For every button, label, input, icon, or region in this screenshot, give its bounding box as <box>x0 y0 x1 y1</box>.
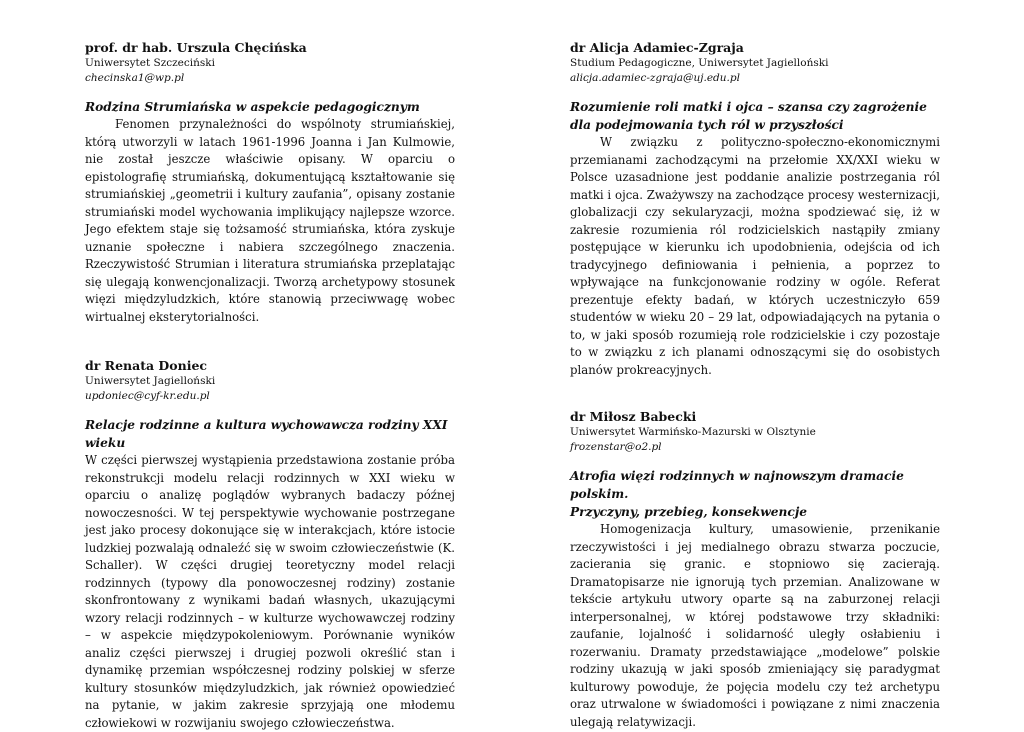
author-email: alicja.adamiec-zgraja@uj.edu.pl <box>570 72 740 84</box>
author-name: dr Miłosz Babecki <box>570 409 697 424</box>
author-email: frozenstar@o2.pl <box>570 441 662 453</box>
abstract-title <box>570 467 940 521</box>
abstract-text: Fenomen przynależności do wspólnoty strumiańskiej, którą utworzyli w latach 1961-1996 Joanna i Jan Kulmowie, nie został jeszcze właściwie opisany. W oparciu o epistolografię strumiańską, dokumentującą kształtowanie się strumiańskiej „geometrii i kultury zaufania”, opisany zostanie strumiański model wychowania implikujący najlepsze wzorce. Jego efektem staje się tożsamość strumiańska, która zyskuje uznanie społeczne i nabiera szczególnego znaczenia. Rzeczywistość Strumian i literatura strumiańska przeplatając się ulegają konwencjonalizacji. Tworzą archetypowy stosunek więzi międzyludzkich, które stanowią przeciwwagę wobec wirtualnej eksterytorialności. <box>85 117 455 324</box>
abstract-entry <box>85 40 455 326</box>
abstract-title: Relacje rodzinne a kultura wychowawcza rodziny XXI wieku <box>85 418 448 450</box>
abstract-title: Rodzina Strumiańska w aspekcie pedagogicznym <box>85 100 420 114</box>
abstract-title-line: Rozumienie roli matki i ojca – szansa czy zagrożenie <box>570 100 927 114</box>
abstract-text: W związku z polityczno-społeczno-ekonomicznymi przemianami zachodzącymi na przełomie XX/XXI wieku w Polsce uzasadnione jest poddanie analizie postrzegania ról matki i ojca. Zważywszy na zachodzące procesy westernizacji, globalizacji czy sekularyzacji, można spodziewać się, iż w zakresie rozumienia ról rodzicielskich nastąpiły zmiany postępujące w kierunku ich upodobnienia, odejścia od ich tradycyjnego definiowania i pełnienia, a poprzez to wpływające na funkcjonowanie rodziny w ogóle. Referat prezentuje efekty badań, w których uczestniczyło 659 studentów w wieku 20 – 29 lat, odpowiadających na pytania o to, w jaki sposób rozumieją role rodzicielskie i czy pozostaje to w związku z ich planami odnoszącymi się do osobistych planów prokreacyjnych. <box>570 135 940 377</box>
author-affiliation: Uniwersytet Warmińsko-Mazurski w Olsztynie <box>570 426 816 438</box>
abstract-title-line: dla podejmowania tych ról w przyszłości <box>570 118 844 132</box>
abstract-entry <box>570 409 940 731</box>
author-name: dr Alicja Adamiec-Zgraja <box>570 40 744 55</box>
author-email: checinska1@wp.pl <box>85 72 185 84</box>
section-spacer <box>85 326 455 348</box>
abstract-text: W części pierwszej wystąpienia przedstawiona zostanie próba rekonstrukcji modelu relacji rodzinnych w XXI wieku w oparciu o analizę poglądów wybranych badaczy późnej nowoczesności. W tej perspektywie wychowanie postrzegane jest jako procesy dokonujące się w interakcjach, które istocie ludzkiej pozwalają odnaleźć się w swoim człowieczeństwie (K. Schaller). W części drugiej teoretyczny model relacji rodzinnych (typowy dla ponowoczesnej rodziny) zostanie skonfrontowany z wynikami badań własnych, ukazującymi wzory relacji rodzinnych – w kulturze wychowawczej rodziny – w aspekcie międzypokoleniowym. Porównanie wyników analiz części pierwszej i drugiej pozwoli określić stan i dynamikę przemian współczesnej rodziny polskiej w sferze kultury stosunków międzyludzkich, jak również opowiedzieć na pytanie, w jakim zakresie sprzyjają one młodemu człowiekowi w rozwijaniu swojego człowieczeństwa. <box>85 453 455 730</box>
abstract-entry <box>85 358 455 732</box>
author-affiliation: Studium Pedagogiczne, Uniwersytet Jagielloński <box>570 57 829 69</box>
author-affiliation: Uniwersytet Szczeciński <box>85 57 215 69</box>
abstract-title <box>570 98 940 134</box>
author-name: prof. dr hab. Urszula Chęcińska <box>85 40 307 55</box>
right-column <box>570 30 940 731</box>
abstract-text: Homogenizacja kultury, umasowienie, przenikanie rzeczywistości i jej medialnego obrazu stwarza poczucie, zacierania się granic. e stopniowo się zacierają. Dramatopisarze nie ignorują tych przemian. Analizowane w tekście artykułu utwory oparte są na zaburzonej relacji interpersonalnej, w której podstawowe trzy składniki: zaufanie, lojalność i solidarność uległy osłabieniu i rozerwaniu. Dramaty przedstawiające „modelowe” polskie rodziny ukazują w jaki sposób zmieniający się paradygmat kulturowy powoduje, że pojęcia modelu czy też archetypu oraz utrwalone w świadomości i powiązane z nimi znaczenia ulegają relatywizacji. <box>570 522 940 729</box>
author-name: dr Renata Doniec <box>85 358 208 373</box>
abstract-title-line: Atrofia więzi rodzinnych w najnowszym dramacie polskim. <box>570 469 904 501</box>
author-affiliation: Uniwersytet Jagielloński <box>85 375 216 387</box>
section-spacer <box>570 379 940 399</box>
abstract-title-line: Przyczyny, przebieg, konsekwencje <box>570 505 807 519</box>
abstract-entry <box>570 40 940 379</box>
author-email: updoniec@cyf-kr.edu.pl <box>85 390 210 402</box>
left-column <box>85 30 455 732</box>
